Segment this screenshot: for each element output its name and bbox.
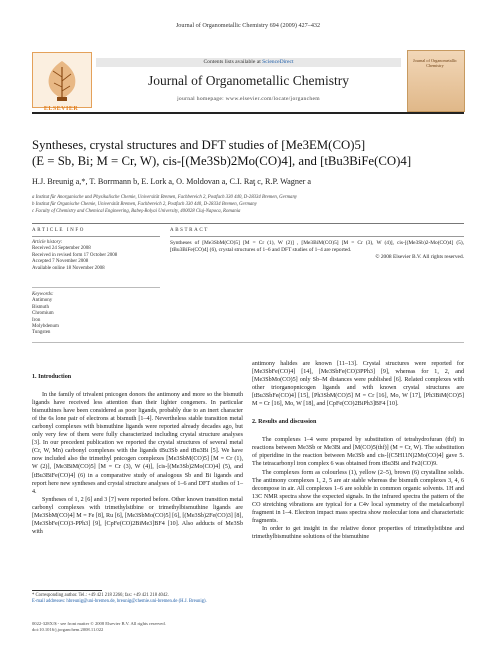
history-accepted: Accepted 7 November 2008: [32, 259, 89, 265]
paragraph: Syntheses of 1, 2 [6] and 3 [7] were reported before. Other known transition metal carbonyl complexes with trimethylstibine or trimethylbismuthine ligands are [Me3SbM(CO)4] M = Fe [8], Ru [6], [Me3SbMo(CO)5] [6], [(Me3Sb)2Fe(CO)3] [8], [Me3SbFe(CO)3-PPh3] [9], [CpFe(CO)2BiMe3]BF4 [10]. Also adducts of Me3Sb with: [32, 496, 243, 535]
issn-line: 0022-328X/$ - see front matter © 2008 Elsevier B.V. All rights reserved.: [32, 621, 166, 626]
paragraph: The complexes 1–4 were prepared by substitution of tetrahydrofuran (thf) in reactions between Me3Sb or Me3Bi and [M(CO)5(thf)] (M = Cr, W). The substitution of piperidine in the reaction between Me3Sb and cis-[(C5H11N)2Mo(CO)4] gave 5. The tetracarbonyl iron complex 6 was obtained from tBu3Bi and Fe2(CO)9.: [252, 437, 464, 468]
cover-title: Journal of Organometallic Chemistry: [413, 58, 457, 68]
corresponding-author: * Corresponding author. Tel.: +49 421 218 2266; fax: +49 421 218 4042.: [32, 593, 169, 598]
section-rule: [32, 223, 464, 224]
body-left-column: [32, 373, 243, 536]
journal-name: Journal of Organometallic Chemistry: [147, 73, 350, 88]
keyword-item: Iron: [32, 317, 41, 323]
keyword-item: Bismuth: [32, 304, 49, 310]
header-rule: [32, 112, 464, 114]
history-received: Received 24 September 2008: [32, 246, 91, 252]
affiliation-b: b Institut für Organische Chemie, Universität Bremen, Fachbereich 2, Postfach 330 440, D-28334 Bremen, Germany: [32, 202, 257, 207]
doi-link[interactable]: doi:10.1016/j.jorganchem.2008.11.022: [32, 627, 104, 632]
title-line-2: (E = Sb, Bi; M = Cr, W), cis-[(Me3Sb)2Mo(CO)4], and [tBu3BiFe(CO)4]: [32, 154, 412, 168]
info-rule: [32, 236, 160, 237]
history-online: Available online 18 November 2008: [32, 265, 105, 271]
keyword-item: Tungsten: [32, 330, 51, 336]
elsevier-logo: [32, 52, 92, 108]
abstract-body: [170, 240, 464, 261]
affiliations: [32, 194, 472, 215]
introduction-heading: 1. Introduction: [32, 374, 72, 380]
keyword-item: Chromium: [32, 311, 54, 317]
contents-prefix: Contents lists available at: [203, 59, 263, 65]
affiliation-a: a Institut für Anorganische und Physikalische Chemie, Universität Bremen, Fachbereich 2, Postfach 330 440, D-28334 Bremen, Germany: [32, 195, 297, 200]
paragraph: In the family of trivalent pnicogen donors the antimony and more so the bismuth ligands have received less attention than their lighter congeners. In particular bismuthines have been considered as poor ligands, probably due to an inert character of the 6s lone pair of electrons at bismuth [1–4]. Nevertheless stable transition metal carbonyl complexes with bismuthine ligands were reported already decades ago, but only very few of them were fully characterized including crystal structure analyses [3]. In our precedent publication we reported the crystal structures of several metal (Cr, W, Mn) carbonyl complexes with the ligands tBu3Sb and tBu3Bi [5]. We have now included also the trimethyl pnicogen complexes [Me3SbM(CO)5] [M = Cr (1), W (2)], [Me3BiM(CO)5] [M = Cr (3), W (4)], [cis-[(Me3Sb)2Mo(CO)4] (5), and [tBu3BiFe(CO)4] (6) in a comparative study of analogous Sb and Bi ligands and report here new syntheses and crystal structure analyses of 1–6 and DFT studies of 1–4.: [32, 392, 243, 495]
abstract-text: Syntheses of [Me3SbM(CO)5] [M = Cr (1), W (2)] , [Me3BiM(CO)5] [M = Cr (3), W (4)], cis-[(Me3Sb)2-Mo(CO)4] (5), [tBu3BiFe(CO)4] (6), crystal structures of 1–6 and DFT studies of 1–4 are reported.: [170, 240, 464, 253]
paragraph: antimony halides are known [11–13]. Crystal structures were reported for [Me3SbFe(CO)4] [14], [Me3SbFe(CO)3PPh3] [9], whereas for 1, 2, and [Me3SbMo(CO)5] only Sb–M distances were published [6]. Related complexes with other triorganopnicogen ligands and with known crystal structures are [tBu3SbFe(CO)4] [15], [Ph3SbM(CO)5] M = Cr [16], Mo, W [17], [Ph3BiM(CO)5] M = Cr [16], Mo, W [18], and [CpFe(CO)2BiPh3]BF4 [10].: [252, 361, 464, 408]
body-rule: [32, 342, 464, 343]
journal-homepage-link[interactable]: journal homepage: www.elsevier.com/locate/jorganchem: [177, 96, 320, 102]
abstract-copyright: © 2008 Elsevier B.V. All rights reserved.: [375, 254, 464, 260]
keyword-item: Antimony: [32, 298, 53, 304]
keyword-item: Molybdenum: [32, 324, 59, 330]
paragraph: The complexes form as colourless (1), yellow (2–5), brown (6) crystalline solids. The antimony complexes 1, 2, 5 are air stable whereas the bismuth complexes 3, 4, 6 decompose in air. All complexes 1–6 are soluble in common organic solvents. 1H and 13C NMR spectra show the expected signals. In the infrared spectra the pattern of the CO stretching vibrations are typical for a C4v local symmetry of the metalcarbonyl fragment in 1–4. Electron impact mass spectra show molecular ions and characteristic fragments.: [252, 469, 464, 524]
email-addresses[interactable]: E-mail addresses: hbreunig@uni-bremen.de, breunig@chemie.uni-bremen.de (H.J. Breunig).: [32, 599, 207, 604]
journal-reference: Journal of Organometallic Chemistry 694 (2009) 427–432: [175, 22, 321, 29]
history-revised: Received in revised form 17 October 2008: [32, 252, 118, 258]
sciencedirect-link[interactable]: ScienceDirect: [262, 59, 294, 65]
affiliation-c: c Faculty of Chemistry and Chemical Engineering, Babeş-Bolyai University, 400028 Cluj-Napoca, Romania: [32, 209, 241, 214]
abstract-heading: ABSTRACT: [170, 228, 209, 233]
history-label: Article history:: [32, 240, 63, 245]
article-info-heading: ARTICLE INFO: [32, 228, 85, 233]
body-right-column: [252, 360, 464, 541]
keywords: [32, 292, 160, 337]
publisher-name: ELSEVIER: [43, 106, 79, 112]
footnote: [32, 593, 243, 605]
results-heading: 2. Results and discussion: [252, 419, 317, 426]
article-title: [32, 137, 472, 169]
footnote-rule: [32, 590, 102, 591]
contents-bar: [96, 58, 401, 67]
abstract-rule: [170, 236, 464, 237]
paragraph: In order to get insight in the relative donor properties of trimethylstibine and trimethylbismuthine solutions of the bismuthine: [252, 525, 464, 540]
article-history: [32, 240, 160, 272]
publication-info: [32, 621, 243, 633]
title-line-1: Syntheses, crystal structures and DFT studies of [Me3EM(CO)5]: [32, 138, 366, 152]
keywords-rule: [32, 287, 160, 288]
keywords-label: Keywords:: [32, 292, 54, 297]
author-list: H.J. Breunig a,*, T. Borrmann b, E. Lork a, O. Moldovan a, C.I. Raţ c, R.P. Wagner a: [32, 177, 312, 186]
